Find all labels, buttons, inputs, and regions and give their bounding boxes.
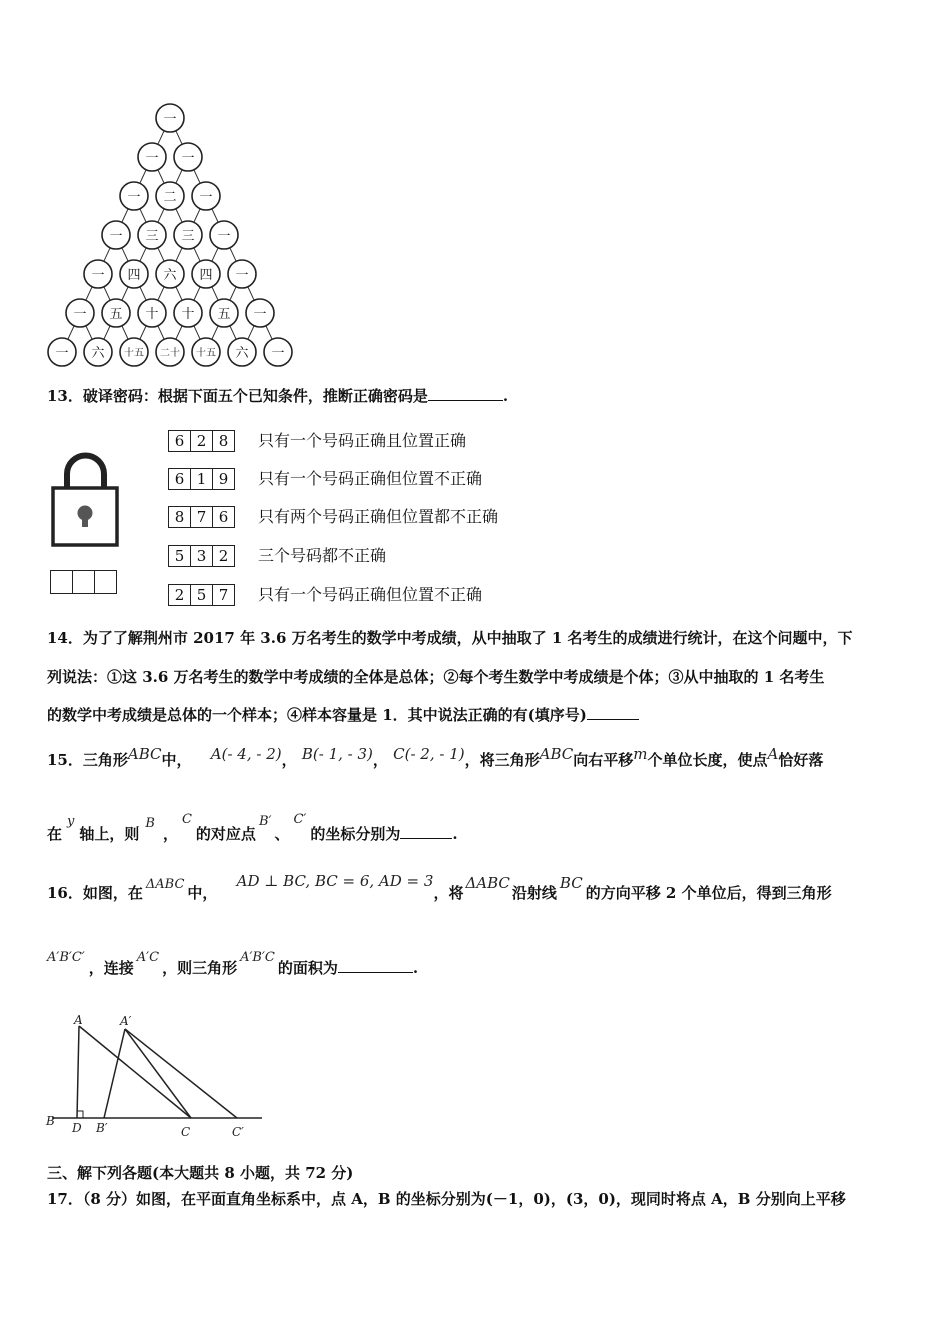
section-3-title: 三、解下列各题(本大题共 8 小题，共 72 分) (47, 1164, 354, 1182)
pyramid-number: 四 (127, 268, 141, 283)
q15-answer-blank (400, 824, 452, 839)
pyramid-number: 一 (55, 346, 69, 361)
q14-line-3 (47, 705, 639, 725)
q14-line-2: 列说法：①这 3.6 万名考生的数学中考成绩的全体是总体；②每个考生数学中考成绩是个体；③从中抽取的 1 名考生 (47, 668, 825, 686)
pyramid-number: 一 (181, 151, 195, 166)
pyramid-number: 五 (217, 307, 231, 322)
digit: 5 (169, 546, 191, 566)
pyramid-number: 一 (235, 268, 249, 283)
digit: 3 (191, 546, 213, 566)
text: ，将 (433, 884, 464, 902)
math-b: B (145, 816, 155, 831)
pyramid-number: 四 (199, 268, 213, 283)
pyramid-number: 一 (199, 190, 213, 205)
q15-line-2 (47, 812, 458, 846)
altitude-ad (77, 1026, 79, 1118)
digit: 1 (191, 469, 213, 489)
math-abc: ABC (539, 745, 574, 763)
digit: 8 (218, 432, 229, 450)
q13-number: 13． (47, 387, 83, 405)
clue-digits (168, 545, 235, 567)
text: . (452, 825, 458, 843)
q17-line-1: 17．（8 分）如图，在平面直角坐标系中，点 A，B 的坐标分别为(－1，0)，(3，0)，现同时将点 A，B 分别向上平移 (47, 1190, 846, 1208)
clue-text: 只有一个号码正确但位置不正确 (258, 585, 483, 604)
pyramid-number: 二 (163, 190, 177, 205)
text: 中， (187, 884, 218, 902)
pyramid-number: 十五 (124, 348, 144, 359)
q13-end: . (502, 387, 509, 405)
math-c: C (181, 812, 192, 827)
label-c-prime: C′ (232, 1125, 244, 1139)
math-c-prime: C′ (293, 812, 307, 827)
pyramid-number: 一 (127, 190, 141, 205)
pyramid-number: 六 (91, 346, 105, 361)
pyramid-number: 一 (145, 151, 159, 166)
pyramid-number: 三 (181, 229, 195, 244)
clue-text: 只有两个号码正确但位置都不正确 (258, 507, 499, 526)
digit: 9 (218, 470, 229, 488)
q16-line-2 (47, 950, 419, 980)
text: ，连接 (88, 959, 134, 977)
pyramid-number: 一 (271, 346, 285, 361)
text: . (412, 959, 419, 977)
q16-answer-blank (338, 958, 413, 973)
side-a-prime-b-prime (104, 1029, 125, 1118)
text: ，将三角形 (464, 751, 540, 769)
math-bc: BC (559, 874, 583, 892)
math-a-b-c-prime: A′B′C′ (47, 950, 85, 965)
label-a-prime: A′ (120, 1014, 132, 1028)
text: 轴上，则 (79, 825, 140, 843)
label-a: A (74, 1013, 83, 1027)
pyramid-number: 五 (109, 307, 123, 322)
q15-line-1 (47, 745, 824, 770)
password-box (95, 571, 116, 593)
clue-digits (168, 430, 235, 452)
number-pyramid-figure (40, 100, 310, 375)
digit: 5 (191, 585, 213, 605)
math-a-prime-c: A′C (136, 950, 160, 965)
math-m: m (633, 745, 648, 763)
digit: 2 (169, 585, 191, 605)
pyramid-number: 六 (235, 346, 249, 361)
text: ， (162, 825, 178, 843)
text: 中， (161, 751, 192, 769)
q13-text: 破译密码：根据下面五个已知条件，推断正确密码是 (82, 387, 428, 405)
q13-answer-blank (428, 386, 503, 401)
digit: 6 (169, 469, 191, 489)
pyramid-number: 十 (181, 307, 195, 322)
clue-text: 三个号码都不正确 (258, 546, 387, 565)
text: 三角形 (82, 751, 128, 769)
password-box (51, 571, 73, 593)
digit: 6 (169, 431, 191, 451)
text: 个单位长度，使点 (647, 751, 768, 769)
text: 恰好落 (778, 751, 824, 769)
digit: 2 (191, 431, 213, 451)
right-angle-mark (77, 1111, 83, 1118)
math-triangle-abc: ΔABC (465, 874, 510, 892)
digit: 6 (218, 508, 229, 526)
text: 的方向平移 2 个单位后，得到三角形 (585, 884, 832, 902)
side-ac (79, 1026, 191, 1118)
pyramid-number: 一 (73, 307, 87, 322)
clue-text: 只有一个号码正确且位置正确 (258, 431, 467, 450)
clue-text: 只有一个号码正确但位置不正确 (258, 469, 483, 488)
math-b-prime: B′ (258, 814, 272, 829)
digit: 8 (169, 507, 191, 527)
q16-line-1 (47, 872, 832, 905)
q16-number: 16． (47, 884, 83, 902)
label-b: B (46, 1114, 55, 1128)
pyramid-number: 三 (145, 229, 159, 244)
pyramid-number: 一 (217, 229, 231, 244)
label-d: D (72, 1121, 82, 1135)
label-b-prime: B′ (96, 1121, 108, 1135)
triangle-translation-figure (44, 1012, 274, 1142)
clue-digits (168, 468, 235, 490)
text: 、 (274, 825, 290, 843)
math-condition: AD ⊥ BC, BC = 6, AD = 3 (236, 872, 434, 890)
text: ， (372, 751, 388, 769)
math-point-c: C(- 2, - 1) (393, 745, 465, 763)
password-answer-boxes (50, 570, 117, 594)
text: ， (281, 751, 297, 769)
math-triangle-abc: ΔABC (145, 877, 185, 892)
pyramid-number: 一 (163, 112, 177, 127)
label-c: C (181, 1125, 191, 1139)
pyramid-number: 六 (163, 268, 177, 283)
digit: 2 (218, 547, 229, 565)
q14-answer-blank (587, 705, 639, 720)
math-a: A (767, 745, 779, 763)
pyramid-number: 十 (145, 307, 159, 322)
math-a-prime-b-prime-c: A′B′C (240, 950, 275, 965)
q14-line-1: 14．为了了解荆州市 2017 年 3.6 万名考生的数学中考成绩，从中抽取了 1 名考生的成绩进行统计，在这个问题中，下 (47, 629, 853, 647)
text: 的对应点 (195, 825, 256, 843)
text: ，则三角形 (162, 959, 238, 977)
text: 如图，在 (82, 884, 143, 902)
math-point-a: A(- 4, - 2) (210, 745, 282, 763)
pyramid-number: 一 (91, 268, 105, 283)
math-y: y (67, 814, 75, 829)
password-box (73, 571, 95, 593)
math-point-b: B(- 1, - 3) (301, 745, 373, 763)
math-abc: ABC (127, 745, 162, 763)
text: 的面积为 (277, 959, 338, 977)
clue-digits (168, 584, 235, 606)
pyramid-number: 一 (253, 307, 267, 322)
pyramid-number: 一 (109, 229, 123, 244)
digit: 7 (191, 507, 213, 527)
question-13 (47, 386, 508, 406)
clue-digits (168, 506, 235, 528)
q14-line-3-text: 的数学中考成绩是总体的一个样本；④样本容量是 1．其中说法正确的有(填序号) (47, 706, 587, 724)
text: 向右平移 (573, 751, 634, 769)
pyramid-number: 二十 (160, 348, 180, 359)
digit: 7 (218, 586, 229, 604)
text: 在 (47, 825, 63, 843)
q15-number: 15． (47, 751, 83, 769)
text: 的坐标分别为 (310, 825, 401, 843)
text: 沿射线 (511, 884, 557, 902)
pyramid-number: 十五 (196, 348, 216, 359)
